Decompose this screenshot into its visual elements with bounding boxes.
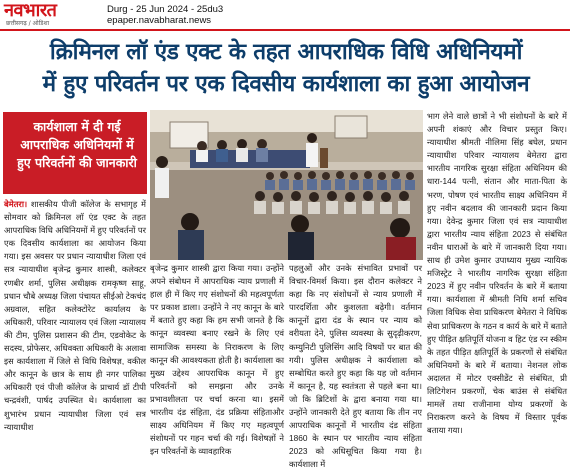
seminar-photo-illustration	[150, 110, 423, 260]
edition-url: epaper.navabharat.news	[107, 15, 212, 26]
logo-subtitle: छत्तीसगढ़ / ओडिशा	[6, 20, 50, 27]
edition-date: Durg - 25 Jun 2024 - 25du3	[107, 4, 224, 15]
article-column-4	[427, 110, 567, 464]
article-headline	[8, 36, 564, 100]
masthead	[0, 0, 570, 30]
article-column-2	[150, 262, 284, 464]
subhead-box	[3, 112, 147, 194]
article-column-1	[4, 198, 146, 464]
column-3-text: पहलुओं और उनके संभावित प्रभावों पर विचार-विमर्श किया। इस दौरान कलेक्टर ने कहा कि नए संशोधनों से न्याय प्रणाली में पारदर्शिता और कुशलता बढ़ेगी। वर्तमान कानूनों द्वारा दंड के स्थान पर न्याय को वरीयता देने, पुलिस व्यवस्था के सुदृढ़ीकरण, कम्युनिटी पुलिसिंग आदि विषयों पर बात की गयी। पुलिस अधीक्षक ने कार्यशाला को सम्बोधित करते हुए कहा कि यह जो वर्तमान में कानून है, यह स्वतंत्रता से पहले बना था। जो कि ब्रिटिशों के द्वारा बनाया गया था। उन्होंने जानकारी देते हुए बताया कि तीन नए आपराधिक कानूनों में भारतीय दंड संहिता 1860 के स्थान पर भारतीय न्याय संहिता 2023 को अधिसूचित किया गया है। कार्यशाला में	[289, 263, 422, 470]
masthead-rule	[0, 29, 570, 31]
edition-info	[107, 4, 223, 26]
headline-line-2: में हुए परिवर्तन पर एक दिवसीय कार्यशाला का हुआ आयोजन	[42, 71, 530, 97]
dateline: बेमेतरा।	[4, 199, 28, 209]
subhead-text: कार्यशाला में दी गई आपराधिक अधिनियमों में हुए परिवर्तनों की जानकारी	[17, 119, 137, 170]
seminar-photo	[150, 110, 423, 260]
column-2-text: बृजेन्द्र कुमार शास्त्री द्वारा किया गया। उन्होंने अपने संबोधन में आपराधिक न्याय प्रणाली में हाल ही में किए गए संशोधनों की महत्वपूर्णता पर प्रकाश डाला। उन्होंने ने नए कानून के बारे में बताते हुए कहा कि हम सभी जानते है कि कानून व्यवस्था बनाए रखने के लिए एवं सामाजिक समस्या के निराकरण के लिए कानून की आवश्यकता होती है। कार्यशाला का मुख्य उद्देश्य आपराधिक कानून में हुए परिवर्तनों को समझना और उनके प्रभावशीलता पर चर्चा करना था। इसमें भारतीय दंड संहिता, दंड प्रक्रिया संहिताऔर साक्ष्य अधिनियम में किए गए महत्वपूर्ण संशोधनों पर गहन चर्चा की गई। विशेषज्ञों ने इन परिवर्तनों के व्यावहारिक	[150, 263, 284, 457]
column-1-text: शासकीय पीजी कॉलेज के सभागृह में सोमवार को क्रिमिनल लॉ एंड एक्ट के तहत आपराधिक विधि अधिनियमों में हुए परिवर्तनों पर एक दिवसीय कार्यशाला का आयोजन किया गया। इस अवसर पर प्रधान न्यायाधीश जिला एवं सत्र न्यायाधीश बृजेन्द्र कुमार शास्त्री, कलेक्टर रणबीर शर्मा, पुलिस अधीक्षक रामकृष्ण साहू, प्रधान चौबे अध्यक्ष जिला पंचायत सीईओ टेकचंद अग्रवाल, सहित कलेक्टोरेट कार्यालय के अधिकारी, परिवार न्यायालय एवं जिला न्यायालय की टीम, पुलिस प्रशासन की टीम, एडवोकेट के सदस्य, प्रोफेसर, अधिवक्ता अधिकारी के अलावा इस कार्यशाला में जिले से विधि विशेषज्ञ, वकील और कानून के छात्र के साथ ही नगर पालिका अधिकारी एवं पीजी कॉलेज के प्राचार्य डॉ टीपी चन्द्रवंशी, पार्षद उपस्थित थे। कार्यशाला का शुभारंभ प्रधान न्यायाधीश जिला एवं सत्र न्यायाधीश	[4, 199, 146, 432]
headline-line-1: क्रिमिनल लॉ एंड एक्ट के तहत आपराधिक विधि अधिनियमों	[49, 39, 523, 65]
newspaper-logo	[4, 2, 104, 28]
logo-text: नवभारत	[4, 0, 57, 21]
column-4-text: भाग लेने वाले छात्रों ने भी संशोधनों के बारे में अपनी शंकाएं और विचार प्रस्तुत किए। न्यायाधीश श्रीमती नीलिमा सिंह बघेल, प्रधान न्यायाधीश परिवार न्यायालय बेमेतरा द्वारा भारतीय नागरिक सुरक्षा संहिता अधिनियम की धारा-144 पत्नी, संतान और माता-पिता के भरण, पोषण एवं भारतीय साक्ष्य अधिनियम में हुए नवीन बदलाव की जानकारी प्रदान किया गया। देवेन्द्र कुमार जिला एवं सत्र न्यायाधीश द्वारा भारतीय न्याय संहिता 2023 से संबंधित नवीन धाराओं के बारे में जानकारी दिया गया। साथ ही उमेश कुमार उपाध्याय मुख्य न्यायिक मजिस्ट्रेट ने भारतीय नागरिक सुरक्षा संहिता 2023 में हुए नवीन परिवर्तन के बारे में बताया गया। कार्यशाला में श्रीमती निधि शर्मा सचिव जिला विधिक सेवा प्राधिकरण बेमेतरा ने विधिक सेवा प्राधिकरण के गठन व कार्य के बारे में बताते हुए पीड़ित क्षतिपूर्ति योजना व हिट एंड रन स्कीम के तहत पीड़ित क्षतिपूर्ति के प्रकरणों से संबंधित अधिनियमों के बारे में बताया। नेशनल लोक अदालत में मोटर एक्सीडेंट से संबंधित, प्री लिटिगेशन प्रकरणों, चेक बाउंस से संबंधित मामलें तथा राजीनामा योग्य प्रकरणों के निराकरण करने के विषय में विस्तार पूर्वक बताया गया।	[427, 111, 567, 436]
article-column-3	[289, 262, 422, 470]
